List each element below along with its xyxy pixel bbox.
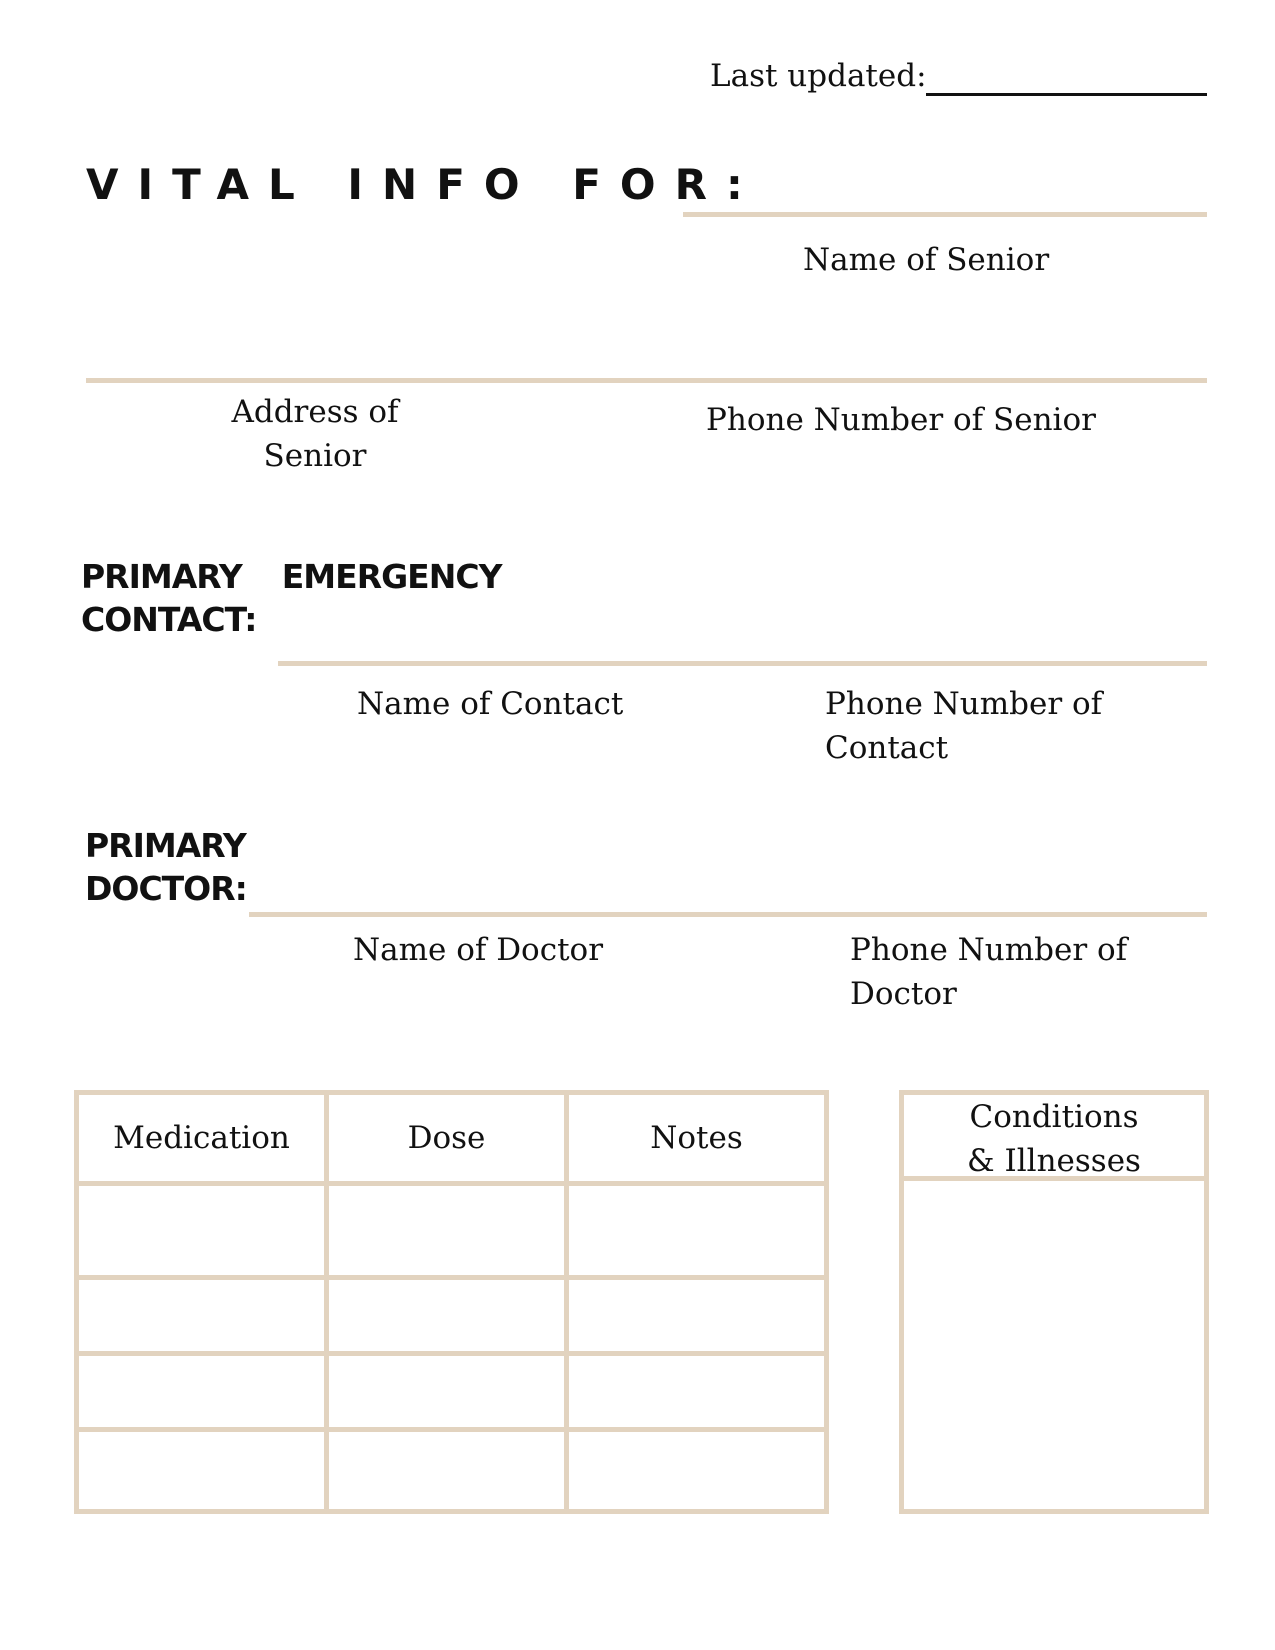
senior-address-phone-field[interactable]: [86, 378, 1207, 383]
table-row: [77, 1278, 827, 1354]
doctor-phone-caption-line1: Phone Number of: [850, 932, 1128, 968]
medication-cell[interactable]: [77, 1354, 327, 1430]
notes-cell[interactable]: [567, 1430, 827, 1512]
dose-cell[interactable]: [327, 1184, 567, 1278]
table-row: [77, 1430, 827, 1512]
senior-address-caption: [200, 390, 430, 478]
senior-address-caption-line2: Senior: [263, 438, 367, 474]
emergency-contact-field[interactable]: [278, 661, 1207, 666]
doctor-name-caption: Name of Doctor: [353, 932, 604, 968]
conditions-heading-line2: & Illnesses: [967, 1143, 1141, 1179]
medication-cell[interactable]: [77, 1430, 327, 1512]
emergency-heading-word-primary: PRIMARY: [81, 557, 242, 596]
senior-phone-caption: Phone Number of Senior: [706, 402, 1096, 438]
last-updated-label: Last updated:: [710, 58, 927, 94]
emergency-contact-heading: [81, 555, 501, 641]
dose-column-header: Dose: [327, 1093, 567, 1184]
notes-column-header: Notes: [567, 1093, 827, 1184]
senior-name-field[interactable]: [683, 212, 1207, 217]
senior-address-caption-line1: Address of: [231, 394, 399, 430]
medication-column-header: Medication: [77, 1093, 327, 1184]
contact-name-caption: Name of Contact: [357, 686, 624, 722]
dose-cell[interactable]: [327, 1430, 567, 1512]
dose-cell[interactable]: [327, 1354, 567, 1430]
doctor-phone-caption-line2: Doctor: [850, 976, 957, 1012]
conditions-illnesses-field[interactable]: [904, 1181, 1204, 1504]
medication-table: [74, 1090, 829, 1514]
doctor-phone-caption: [850, 928, 1127, 1016]
notes-cell[interactable]: [567, 1354, 827, 1430]
medication-cell[interactable]: [77, 1278, 327, 1354]
doctor-heading-line1: PRIMARY: [85, 826, 246, 865]
primary-doctor-field[interactable]: [249, 912, 1207, 917]
senior-name-caption: Name of Senior: [803, 242, 1050, 278]
notes-cell[interactable]: [567, 1278, 827, 1354]
table-row: [77, 1184, 827, 1278]
emergency-heading-word-emergency: EMERGENCY: [281, 557, 502, 596]
page-title: VITAL INFO FOR:: [86, 160, 762, 209]
conditions-illnesses-header: [904, 1095, 1204, 1181]
medication-cell[interactable]: [77, 1184, 327, 1278]
emergency-heading-line2: CONTACT:: [81, 600, 257, 639]
dose-cell[interactable]: [327, 1278, 567, 1354]
contact-phone-caption: [825, 682, 1102, 770]
notes-cell[interactable]: [567, 1184, 827, 1278]
doctor-heading-line2: DOCTOR:: [85, 869, 247, 908]
primary-doctor-heading: [85, 824, 247, 910]
conditions-illnesses-box: [899, 1090, 1209, 1514]
conditions-heading-line1: Conditions: [969, 1099, 1139, 1135]
contact-phone-caption-line1: Phone Number of: [825, 686, 1103, 722]
table-header-row: [77, 1093, 827, 1184]
last-updated-field[interactable]: [926, 93, 1207, 96]
contact-phone-caption-line2: Contact: [825, 730, 949, 766]
table-row: [77, 1354, 827, 1430]
